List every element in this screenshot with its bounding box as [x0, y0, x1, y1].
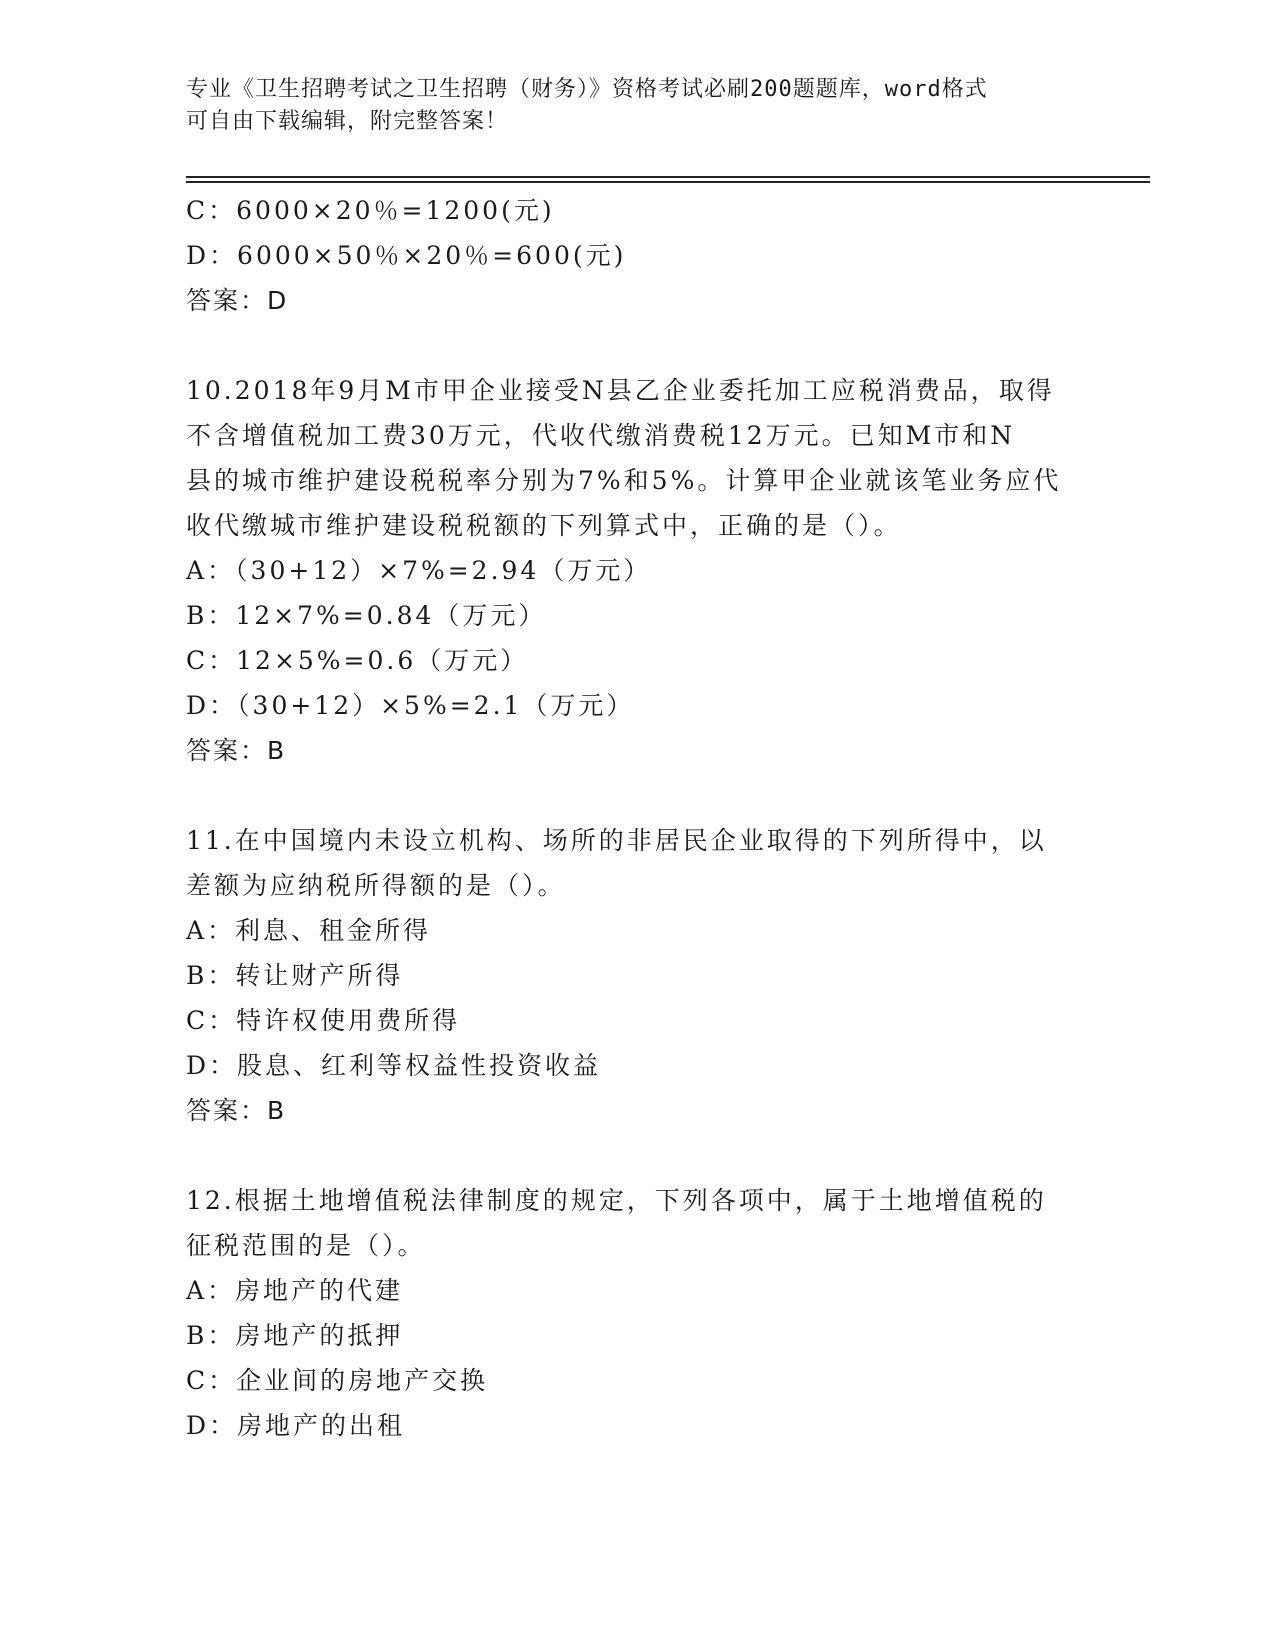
question-12 — [186, 1178, 1086, 1448]
question-text-line: 县的城市维护建设税税率分别为7%和5%。计算甲企业就该笔业务应代 — [186, 466, 1062, 495]
header-divider-top — [186, 176, 1150, 178]
question-9-continuation — [186, 188, 1086, 323]
option-b: B：房地产的抵押 — [186, 1321, 404, 1350]
option-b: B：12×7%=0.84（万元） — [186, 601, 547, 630]
option-d: D：股息、红利等权益性投资收益 — [186, 1051, 602, 1080]
option-a: A：（30+12）×7%=2.94（万元） — [186, 556, 652, 585]
answer-line: 答案：B — [186, 1096, 287, 1125]
option-c: C：企业间的房地产交换 — [186, 1366, 489, 1395]
document-header — [186, 74, 1086, 138]
option-d: D：（30+12）×5%=2.1（万元） — [186, 691, 635, 720]
question-text-line: 不含增值税加工费30万元，代收代缴消费税12万元。已知M市和N — [186, 421, 1016, 450]
question-text-line: 征税范围的是（）。 — [186, 1231, 426, 1260]
question-text-line: 12.根据土地增值税法律制度的规定，下列各项中，属于土地增值税的 — [186, 1186, 1047, 1215]
header-title-line-1: 专业《卫生招聘考试之卫生招聘（财务）》资格考试必刷200题题库，word格式 — [186, 77, 988, 102]
question-11 — [186, 818, 1086, 1133]
header-divider-bottom — [186, 181, 1150, 183]
header-title-line-2: 可自由下载编辑，附完整答案！ — [186, 109, 509, 134]
question-10 — [186, 368, 1086, 773]
option-b: B：转让财产所得 — [186, 961, 404, 990]
question-content — [186, 188, 1086, 1448]
option-d: D：6000×50％×20％=600(元) — [186, 241, 627, 270]
answer-line: 答案：D — [186, 286, 289, 315]
spacer — [186, 773, 1086, 818]
option-c: C：12×5%=0.6（万元） — [186, 646, 529, 675]
option-c: C：6000×20％=1200(元) — [186, 196, 555, 225]
question-text-line: 11.在中国境内未设立机构、场所的非居民企业取得的下列所得中，以 — [186, 826, 1047, 855]
option-a: A：利息、租金所得 — [186, 916, 432, 945]
answer-line: 答案：B — [186, 736, 287, 765]
spacer — [186, 323, 1086, 368]
spacer — [186, 1133, 1086, 1178]
question-text-line: 10.2018年9月M市甲企业接受N县乙企业委托加工应税消费品，取得 — [186, 376, 1055, 405]
question-text-line: 收代缴城市维护建设税税额的下列算式中，正确的是（）。 — [186, 511, 902, 540]
question-text-line: 差额为应纳税所得额的是（）。 — [186, 871, 566, 900]
option-c: C：特许权使用费所得 — [186, 1006, 461, 1035]
option-d: D：房地产的出租 — [186, 1411, 406, 1440]
option-a: A：房地产的代建 — [186, 1276, 404, 1305]
